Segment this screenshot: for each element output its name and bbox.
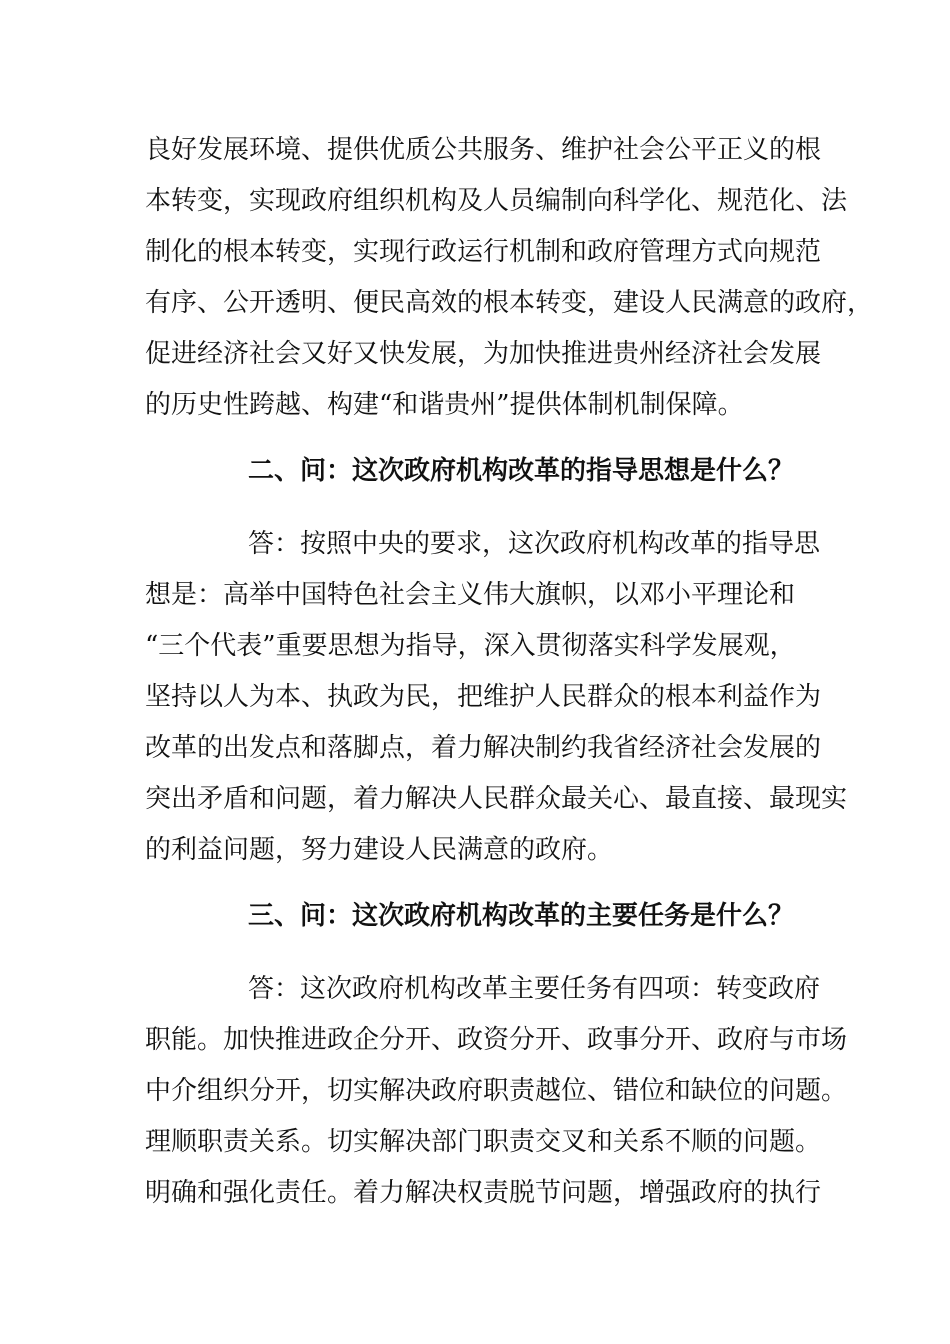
answer-3-line-1: 答：这次政府机构改革主要任务有四项：转变政府 xyxy=(248,974,821,1004)
answer-2-line-5: 改革的出发点和落脚点，着力解决制约我省经济社会发展的 xyxy=(145,733,822,763)
paragraph-1-line-2: 本转变，实现政府组织机构及人员编制向科学化、规范化、法 xyxy=(145,186,848,216)
answer-2-line-6: 突出矛盾和问题，着力解决人民群众最关心、最直接、最现实 xyxy=(145,784,848,814)
answer-3-line-4: 理顺职责关系。切实解决部门职责交叉和关系不顺的问题。 xyxy=(145,1127,822,1157)
answer-2-line-4: 坚持以人为本、执政为民，把维护人民群众的根本利益作为 xyxy=(145,682,822,712)
answer-2-line-7: 的利益问题，努力建设人民满意的政府。 xyxy=(145,835,614,865)
answer-2-line-2: 想是：高举中国特色社会主义伟大旗帜，以邓小平理论和 xyxy=(145,580,796,610)
section-heading-3: 三、问：这次政府机构改革的主要任务是什么？ xyxy=(248,901,795,931)
paragraph-1-line-3: 制化的根本转变，实现行政运行机制和政府管理方式向规范 xyxy=(145,237,822,267)
answer-2-line-3: “三个代表”重要思想为指导，深入贯彻落实科学发展观， xyxy=(145,631,796,661)
paragraph-1-line-5: 促进经济社会又好又快发展，为加快推进贵州经济社会发展 xyxy=(145,339,822,369)
paragraph-1-line-4: 有序、公开透明、便民高效的根本转变，建设人民满意的政府， xyxy=(145,288,874,318)
paragraph-1-line-1: 良好发展环境、提供优质公共服务、维护社会公平正义的根 xyxy=(145,135,822,165)
answer-3-line-5: 明确和强化责任。着力解决权责脱节问题，增强政府的执行 xyxy=(145,1178,822,1208)
answer-3-line-3: 中介组织分开，切实解决政府职责越位、错位和缺位的问题。 xyxy=(145,1076,848,1106)
answer-2-line-1: 答：按照中央的要求，这次政府机构改革的指导思 xyxy=(248,529,821,559)
paragraph-1-line-6: 的历史性跨越、构建“和谐贵州”提供体制机制保障。 xyxy=(145,390,744,420)
section-heading-2: 二、问：这次政府机构改革的指导思想是什么？ xyxy=(248,456,795,486)
answer-3-line-2: 职能。加快推进政企分开、政资分开、政事分开、政府与市场 xyxy=(145,1025,848,1055)
